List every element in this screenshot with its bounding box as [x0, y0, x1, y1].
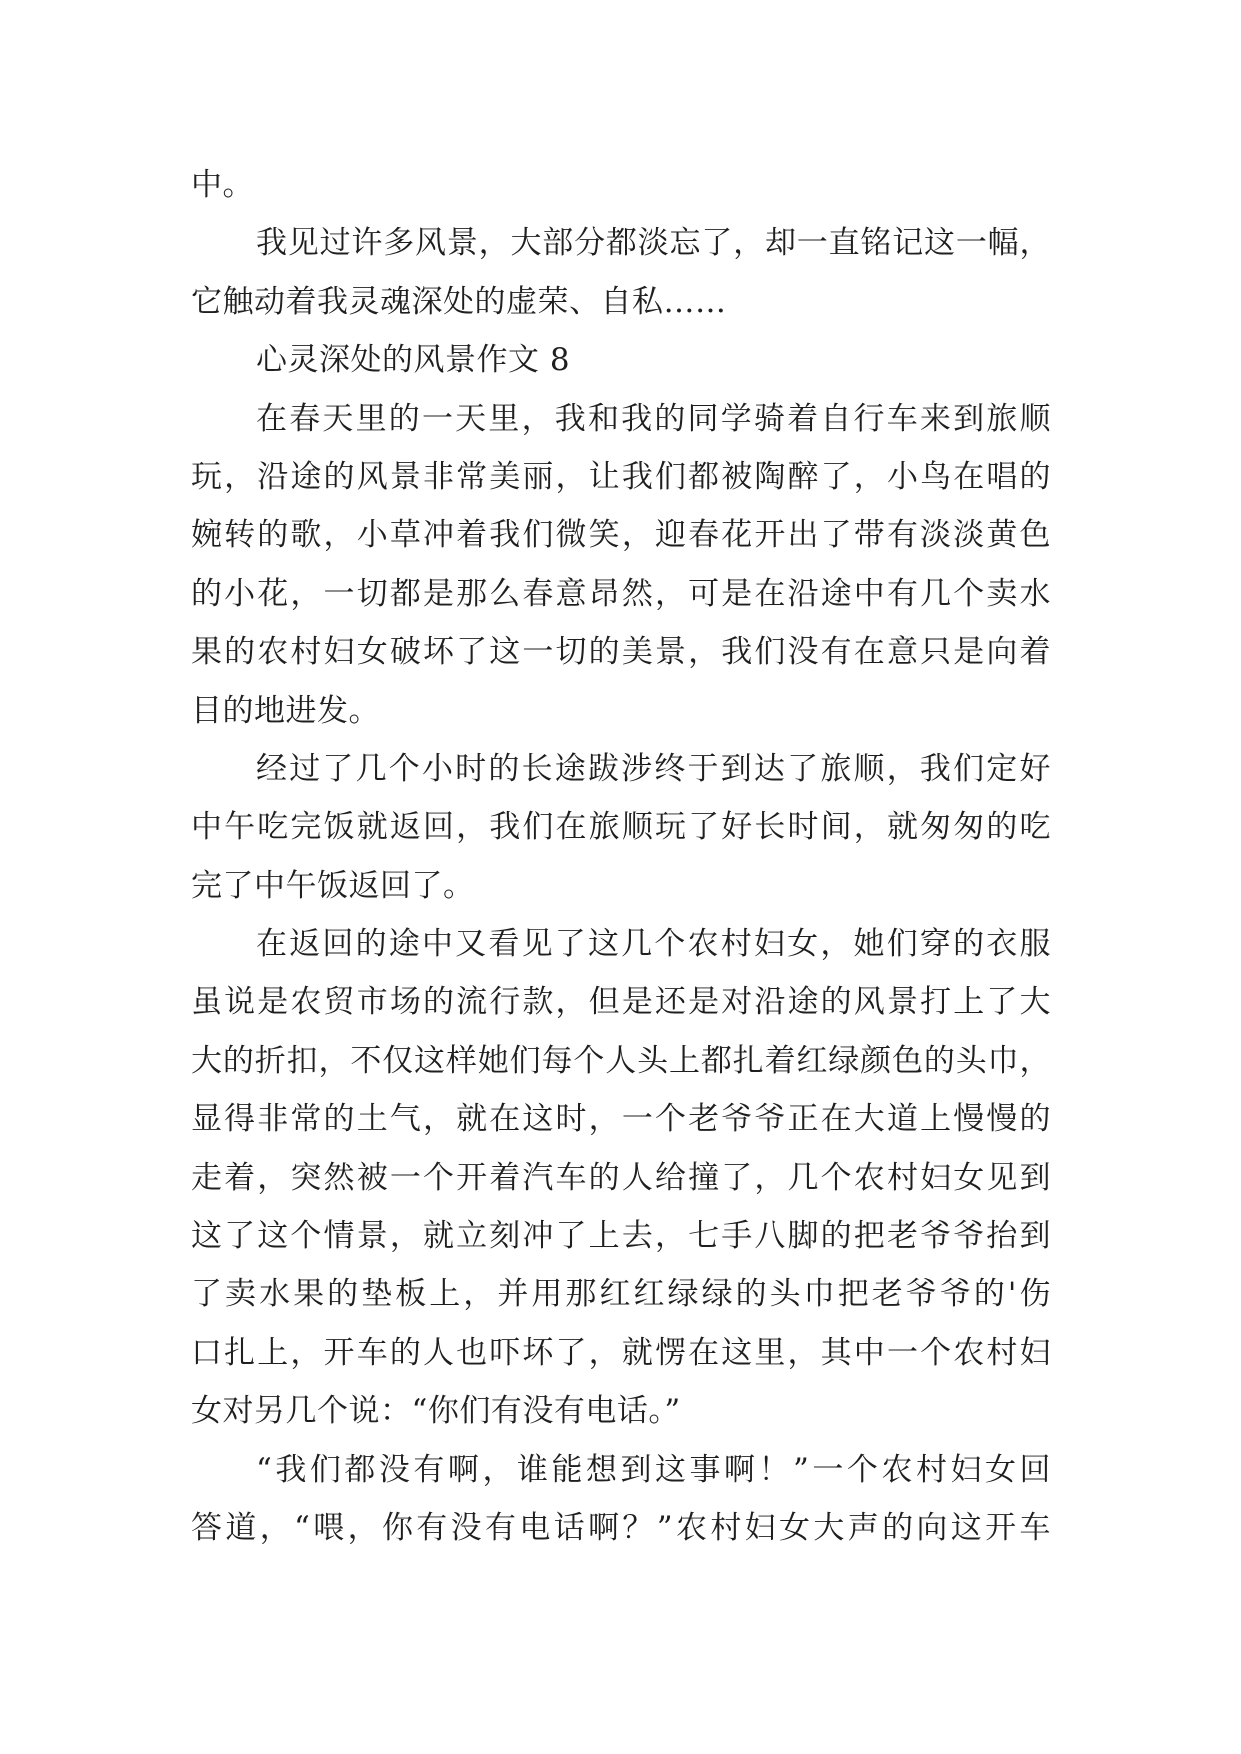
- text-line: 经过了几个小时的长途跋涉终于到达了旅顺，我们定好: [256, 750, 1051, 787]
- text-line: 中。: [191, 167, 254, 203]
- text-line: 虽说是农贸市场的流行款，但是还是对沿途的风景打上了大: [191, 984, 1051, 1021]
- text-line: 在返回的途中又看见了这几个农村妇女，她们穿的衣服: [256, 926, 1051, 963]
- text-line: “我们都没有啊，谁能想到这事啊！”一个农村妇女回: [256, 1451, 1051, 1488]
- text-line: 婉转的歌，小草冲着我们微笑，迎春花开出了带有淡淡黄色: [191, 517, 1051, 554]
- text-line: 大的折扣，不仅这样她们每个人头上都扎着红绿颜色的头巾，: [191, 1042, 1051, 1079]
- text-line: 在春天里的一天里，我和我的同学骑着自行车来到旅顺: [256, 400, 1051, 437]
- text-line: 显得非常的土气，就在这时，一个老爷爷正在大道上慢慢的: [191, 1101, 1051, 1138]
- document-body: [191, 156, 1051, 1557]
- text-line: 中午吃完饭就返回，我们在旅顺玩了好长时间，就匆匆的吃: [191, 809, 1051, 846]
- text-line: 走着，突然被一个开着汽车的人给撞了，几个农村妇女见到: [191, 1159, 1051, 1196]
- text-line: 玩，沿途的风景非常美丽，让我们都被陶醉了，小鸟在唱的: [191, 458, 1051, 495]
- text-line: 果的农村妇女破坏了这一切的美景，我们没有在意只是向着: [191, 634, 1051, 671]
- text-line: 了卖水果的垫板上，并用那红红绿绿的头巾把老爷爷的'伤: [191, 1276, 1051, 1313]
- text-line: 完了中午饭返回了。: [191, 867, 475, 904]
- text-line: 口扎上，开车的人也吓坏了，就愣在这里，其中一个农村妇: [191, 1334, 1051, 1371]
- text-line: 这了这个情景，就立刻冲了上去，七手八脚的把老爷爷抬到: [191, 1218, 1051, 1255]
- text-line: 目的地进发。: [191, 692, 380, 729]
- text-line: 女对另几个说：“你们有没有电话。”: [191, 1393, 681, 1430]
- text-line: 它触动着我灵魂深处的虚荣、自私……: [191, 283, 727, 320]
- text-line: 我见过许多风景，大部分都淡忘了，却一直铭记这一幅，: [256, 225, 1051, 262]
- text-line: 的小花，一切都是那么春意昂然，可是在沿途中有几个卖水: [191, 575, 1051, 612]
- text-line: 答道，“喂，你有没有电话啊？”农村妇女大声的向这开车: [191, 1509, 1051, 1546]
- text-line: 心灵深处的风景作文 8: [256, 342, 571, 379]
